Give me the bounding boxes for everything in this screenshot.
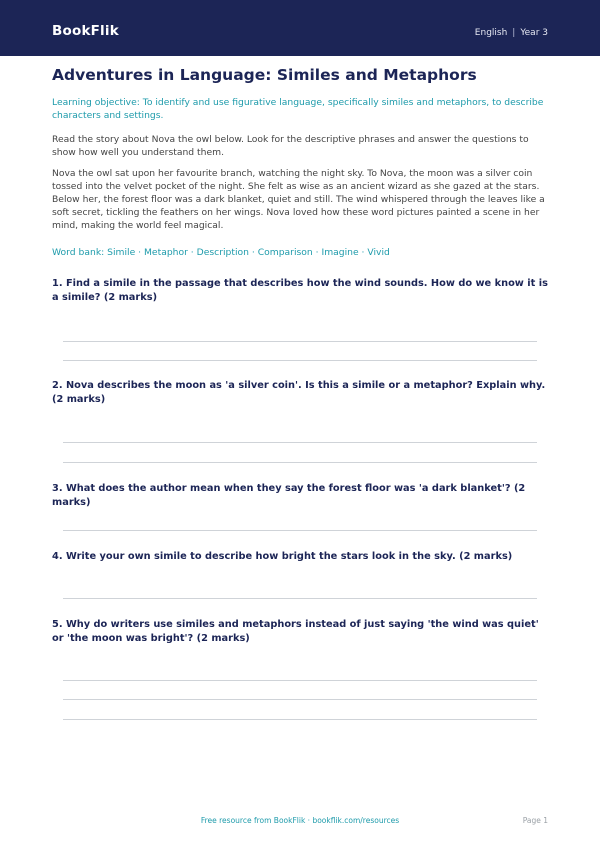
- page-number: Page 1: [522, 816, 548, 825]
- learning-objective: Learning objective: To identify and use figurative language, specifically similes and metaphors, to describe characters and settings.: [52, 97, 544, 121]
- answer-line[interactable]: [63, 341, 537, 342]
- intro-text: Read the story about Nova the owl below. Look for the descriptive phrases and answer the questions to show how well you understand them.: [52, 134, 529, 158]
- question-5: 5. Why do writers use similes and metaphors instead of just saying 'the wind was quiet' or 'the moon was bright'? (2 marks): [52, 619, 539, 644]
- meta-separator: |: [512, 28, 516, 38]
- answer-line[interactable]: [63, 442, 537, 443]
- page-title: Adventures in Language: Similes and Metaphors: [52, 66, 477, 84]
- question-3: 3. What does the author mean when they say the forest floor was 'a dark blanket'? (2 marks): [52, 483, 526, 508]
- answer-line[interactable]: [63, 530, 537, 531]
- brand-logo: BookFlik: [52, 23, 119, 39]
- story-passage: Nova the owl sat upon her favourite branch, watching the night sky. To Nova, the moon was a silver coin tossed into the velvet pocket of the night. She felt as wise as an ancient wizard as she gazed at the stars. Below her, the forest floor was a dark blanket, quiet and still. The wind whispered through the leaves like a soft secret, tickling the feathers on her wings. Nova loved how these word pictures painted a scene in her mind, making the world feel magical.: [52, 168, 545, 231]
- page-header: [0, 0, 600, 56]
- footer-credit: Free resource from BookFlik · bookflik.com/resources: [200, 816, 400, 825]
- subject-label: English: [474, 28, 508, 38]
- answer-line[interactable]: [63, 699, 537, 700]
- question-1: 1. Find a simile in the passage that describes how the wind sounds. How do we know it is a simile? (2 marks): [52, 278, 548, 303]
- word-bank: Word bank: Simile · Metaphor · Description · Comparison · Imagine · Vivid: [52, 247, 390, 258]
- subject-year-label: [475, 28, 548, 38]
- answer-line[interactable]: [63, 360, 537, 361]
- question-2: 2. Nova describes the moon as 'a silver coin'. Is this a simile or a metaphor? Explain why. (2 marks): [52, 380, 546, 405]
- question-4: 4. Write your own simile to describe how bright the stars look in the sky. (2 marks): [52, 551, 513, 562]
- answer-line[interactable]: [63, 462, 537, 463]
- answer-line[interactable]: [63, 719, 537, 720]
- year-label: Year 3: [520, 28, 548, 38]
- answer-line[interactable]: [63, 598, 537, 599]
- answer-line[interactable]: [63, 680, 537, 681]
